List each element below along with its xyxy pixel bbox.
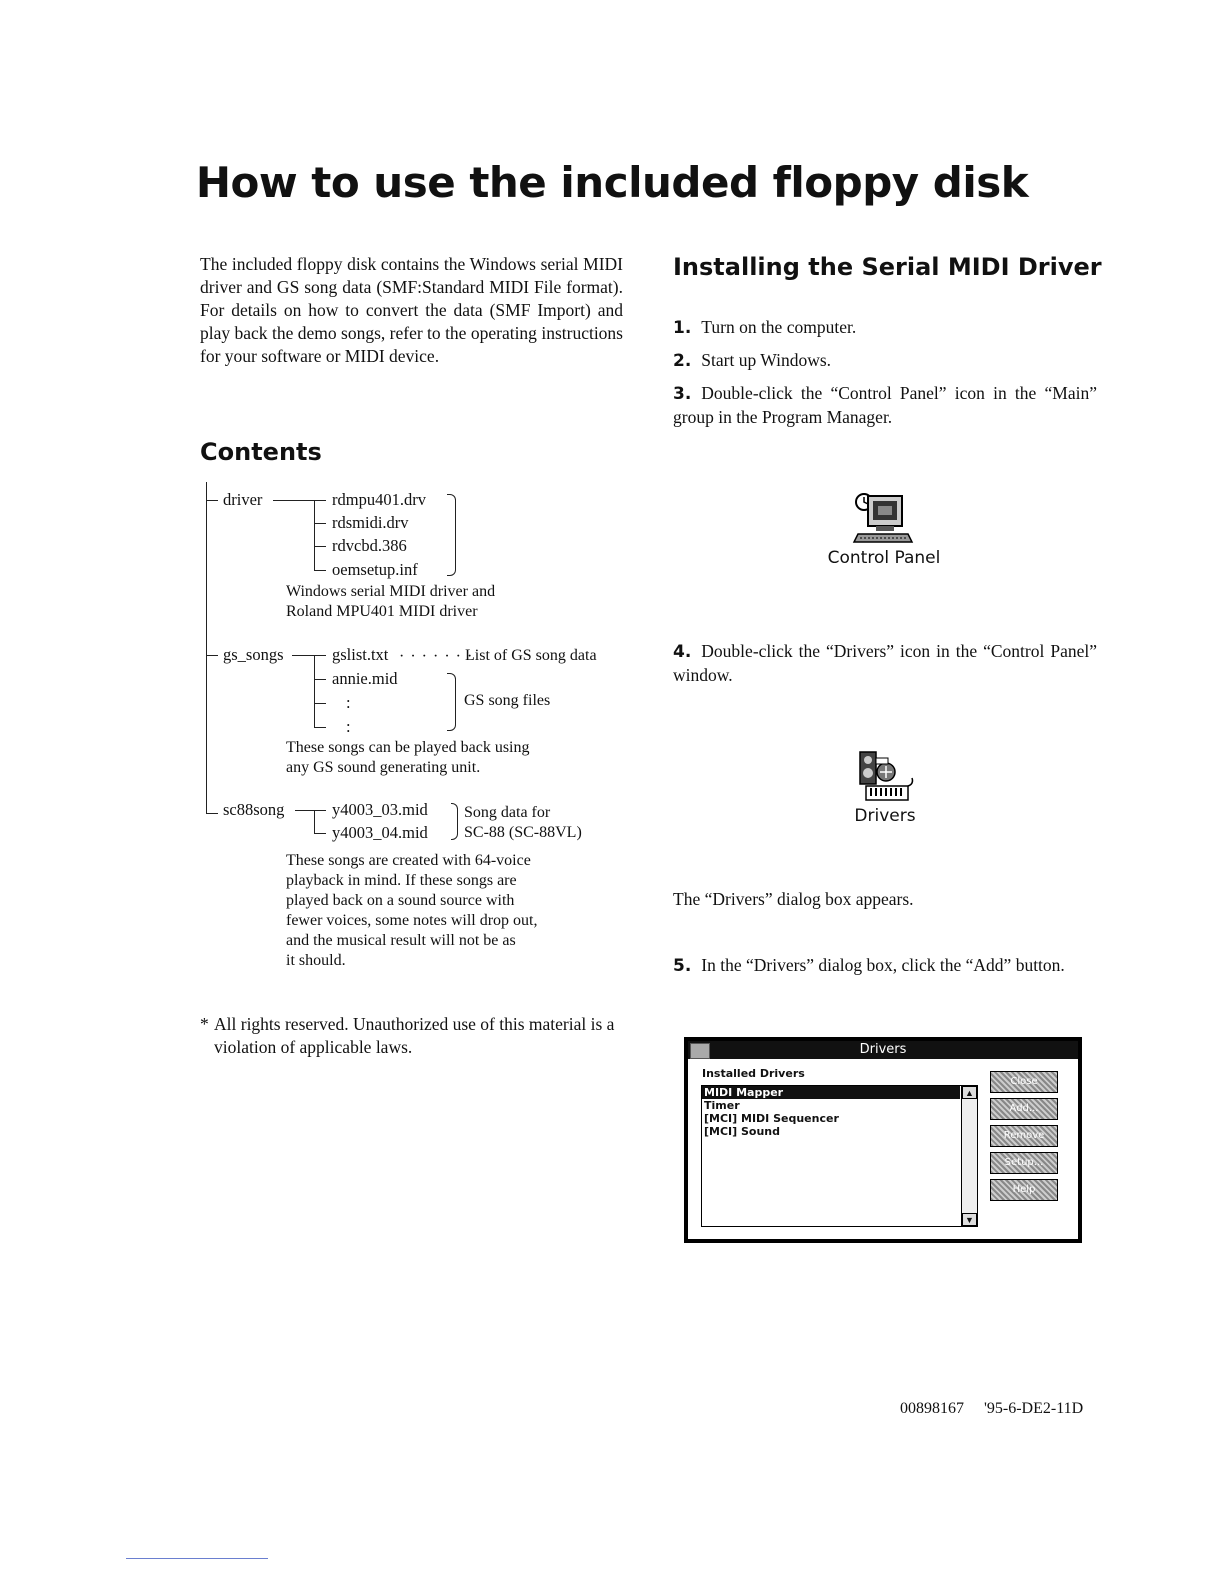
installed-drivers-list[interactable] <box>701 1085 978 1227</box>
scroll-down-icon[interactable]: ▼ <box>962 1213 977 1226</box>
step-5: 5. In the “Drivers” dialog box, click the “Add” button. <box>673 955 1065 976</box>
remove-button[interactable]: Remove <box>990 1125 1058 1147</box>
dialog-title-bar <box>688 1041 1078 1059</box>
brace <box>451 803 458 840</box>
sc88-note: playback in mind. If these songs are <box>286 872 517 889</box>
sc88-note: and the musical result will not be as <box>286 932 516 949</box>
system-menu-icon[interactable] <box>690 1043 710 1059</box>
install-heading: Installing the Serial MIDI Driver <box>673 253 1102 281</box>
list-scrollbar[interactable] <box>961 1086 977 1226</box>
file-item: y4003_04.mid <box>332 823 428 842</box>
list-item[interactable]: [MCI] MIDI Sequencer <box>704 1112 839 1125</box>
file-item: rdsmidi.drv <box>332 513 409 532</box>
add-button[interactable]: Add... <box>990 1098 1058 1120</box>
file-item: rdmpu401.drv <box>332 490 426 509</box>
sc88-note: These songs are created with 64-voice <box>286 852 531 869</box>
drivers-icon[interactable] <box>856 748 916 804</box>
help-button[interactable]: Help <box>990 1179 1058 1201</box>
gs-note: These songs can be played back using <box>286 739 530 756</box>
drivers-label: Drivers <box>854 806 916 826</box>
footer-code: 00898167 <box>900 1400 964 1417</box>
files-desc: GS song files <box>464 692 551 709</box>
folder-driver: driver <box>223 490 263 509</box>
list-item[interactable]: MIDI Mapper <box>702 1086 960 1099</box>
sc88-note: played back on a sound source with <box>286 892 515 909</box>
sc88-desc: Song data for <box>464 804 551 821</box>
footer-date: '95-6-DE2-11D <box>984 1400 1084 1417</box>
close-button[interactable]: Close <box>990 1071 1058 1093</box>
file-item: gslist.txt <box>332 645 389 664</box>
dialog-title: Drivers <box>859 1042 907 1057</box>
rights-note: All rights reserved. Unauthorized use of this material is a violation of applicable laws. <box>214 1014 615 1057</box>
sc88-note: fewer voices, some notes will drop out, <box>286 912 538 929</box>
contents-heading: Contents <box>200 438 322 466</box>
page-title: How to use the included floppy disk <box>195 158 1029 207</box>
scan-line <box>126 1558 268 1559</box>
control-panel-label: Control Panel <box>827 548 941 568</box>
gs-note: any GS sound generating unit. <box>286 759 481 776</box>
list-item[interactable]: Timer <box>704 1099 740 1112</box>
folder-sc88song: sc88song <box>223 800 285 819</box>
file-item: annie.mid <box>332 669 398 688</box>
file-item: : <box>346 717 351 736</box>
driver-note: Windows serial MIDI driver and <box>286 583 496 600</box>
step-1: 1. Turn on the computer. <box>673 317 857 338</box>
step-3: 3. Double-click the “Control Panel” icon in the “Main” group in the Program Manager. <box>673 383 1097 427</box>
installed-drivers-label: Installed Drivers <box>702 1067 805 1080</box>
brace <box>447 673 456 731</box>
list-item[interactable]: [MCI] Sound <box>704 1125 781 1138</box>
file-item: y4003_03.mid <box>332 800 428 819</box>
drivers-dialog <box>684 1037 1082 1243</box>
step-2: 2. Start up Windows. <box>673 350 832 371</box>
rights-asterisk: * <box>200 1014 209 1034</box>
setup-button[interactable]: Setup... <box>990 1152 1058 1174</box>
file-item: : <box>346 693 351 712</box>
file-item: oemsetup.inf <box>332 560 418 579</box>
step-4: 4. Double-click the “Drivers” icon in the “Control Panel” window. <box>673 641 1097 685</box>
intro-paragraph: The included floppy disk contains the Windows serial MIDI driver and GS song data (SMF:Standard MIDI File format). For details on how to convert the data (SMF Import) and play back the demo songs, refer to the operating instructions for your software or MIDI device. <box>200 254 623 366</box>
driver-note: Roland MPU401 MIDI driver <box>286 603 478 620</box>
drivers-appears: The “Drivers” dialog box appears. <box>673 889 914 909</box>
folder-gs-songs: gs_songs <box>223 645 284 664</box>
dot-leader: · · · · · · · <box>399 648 474 665</box>
brace <box>447 494 456 576</box>
sc88-note: it should. <box>286 952 346 969</box>
list-desc: List of GS song data <box>465 647 597 664</box>
file-item: rdvcbd.386 <box>332 536 407 555</box>
control-panel-icon[interactable] <box>852 490 914 546</box>
scroll-up-icon[interactable]: ▲ <box>962 1086 977 1099</box>
sc88-desc: SC-88 (SC-88VL) <box>464 824 582 841</box>
